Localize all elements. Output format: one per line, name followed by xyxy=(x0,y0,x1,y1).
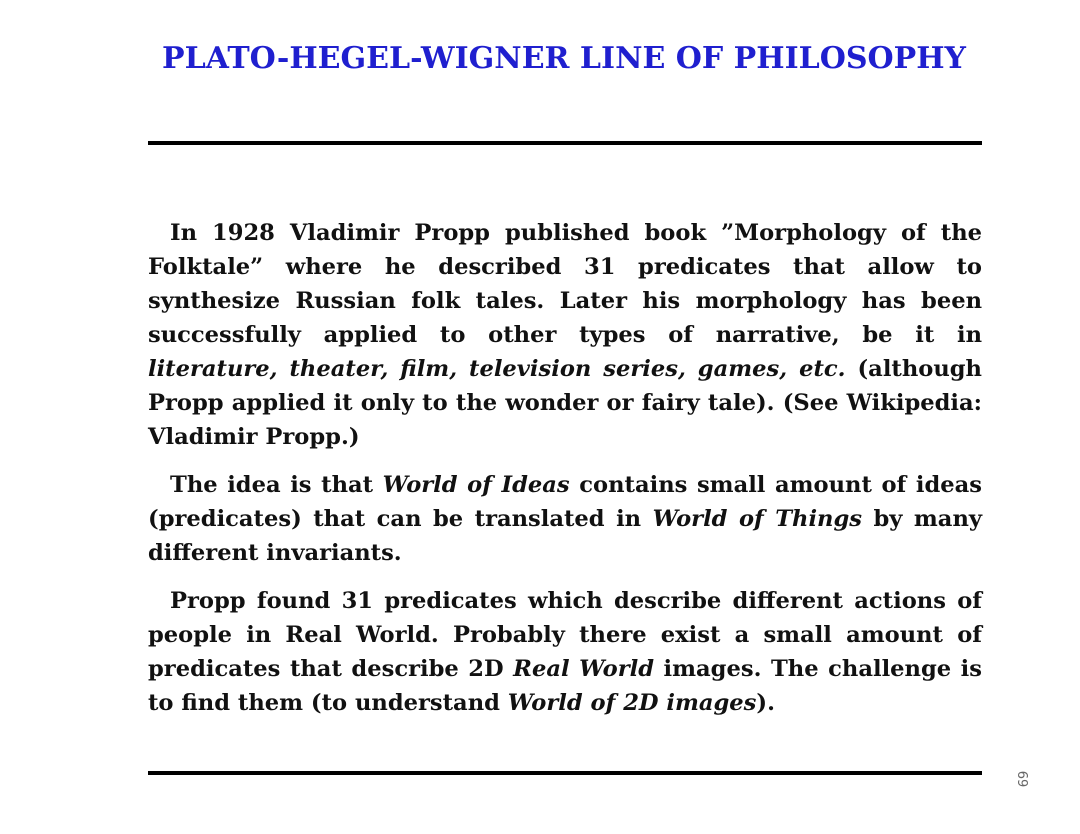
paragraph-text: ). xyxy=(756,690,775,716)
paragraph-text: In 1928 Vladimir Propp published book ”Morphology of the Folktale” where he described 31 predicates that allow to synthesize Russian folk tales. Later his morphology has been successfully applied to other types of narrative, be it in xyxy=(148,220,982,348)
top-divider xyxy=(148,141,982,145)
page-number: 69 xyxy=(1014,770,1029,788)
paragraph-text: contains small amount of ideas (predicates) that can be translated in xyxy=(148,472,982,532)
paragraph-propp-morphology xyxy=(148,216,982,454)
paragraph-propp-predicates xyxy=(148,584,982,720)
emphasis-narrative-types: literature, theater, film, television series, games, etc. xyxy=(148,356,846,382)
emphasis-real-world: Real World xyxy=(513,656,654,682)
paragraph-text: images. The challenge is to find them (to understand xyxy=(148,656,982,716)
bottom-divider xyxy=(148,771,982,775)
paragraph-world-of-ideas xyxy=(148,468,982,570)
paragraph-text: Propp found 31 predicates which describe different actions of people in Real World. Probably there exist a small amount of predicates that describe 2D xyxy=(148,588,982,682)
slide-title: PLATO-HEGEL-WIGNER LINE OF PHILOSOPHY xyxy=(162,41,966,76)
emphasis-world-of-2d-images: World of 2D images xyxy=(507,690,757,716)
paragraph-text: by many different invariants. xyxy=(148,506,982,566)
paragraph-text: The idea is that xyxy=(170,472,383,498)
slide-body xyxy=(148,216,982,734)
paragraph-text: (although Propp applied it only to the wonder or fairy tale). (See Wikipedia: Vladimir Propp.) xyxy=(148,356,982,450)
emphasis-world-of-things: World of Things xyxy=(652,506,862,532)
emphasis-world-of-ideas: World of Ideas xyxy=(382,472,570,498)
